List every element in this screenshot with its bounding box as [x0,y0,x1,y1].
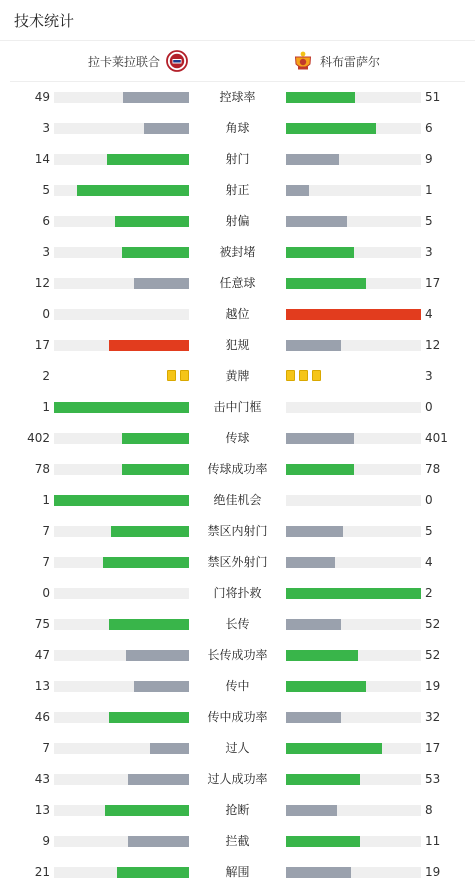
home-stat-bar [54,464,189,475]
away-stat-value: 53 [425,772,441,786]
home-stat-value: 402 [27,431,50,445]
away-stat-bar-fill [286,867,351,878]
home-stat-value: 6 [42,214,50,228]
home-stat-bar [54,247,189,258]
home-stat-value: 9 [42,834,50,848]
away-stat-value: 78 [425,462,441,476]
stat-row [0,640,475,671]
away-stat-value: 3 [425,369,433,383]
home-stat-value: 0 [42,586,50,600]
stat-label: 禁区外射门 [207,555,268,569]
stat-row [0,826,475,857]
away-stat-bar [286,619,421,630]
home-stat-bar-fill [109,712,189,723]
stat-row [0,423,475,454]
away-stat-bar [286,743,421,754]
away-team-name: 科布雷萨尔 [320,54,381,69]
stat-label: 长传成功率 [207,648,268,662]
away-stat-bar-fill [286,309,421,320]
away-stat-bar [286,526,421,537]
away-stat-bar-fill [286,650,358,661]
stat-row [0,733,475,764]
away-stat-bar-fill [286,774,360,785]
away-stat-bar-fill [286,526,343,537]
stat-row [0,857,475,888]
stat-row [0,516,475,547]
home-stat-bar-fill [117,867,189,878]
yellow-card-icon [299,370,308,381]
home-stat-value: 3 [42,245,50,259]
home-stat-bar-fill [150,743,189,754]
stat-row [0,454,475,485]
stat-row [0,795,475,826]
home-team-name: 拉卡莱拉联合 [87,54,160,69]
home-stat-bar [54,278,189,289]
home-stat-bar-fill [126,650,189,661]
home-stat-bar-fill [122,433,190,444]
home-stat-value: 17 [34,338,50,352]
away-stat-bar [286,805,421,816]
home-stat-bar [54,774,189,785]
yellow-card-icon [167,370,176,381]
away-stat-bar [286,154,421,165]
home-stat-value: 12 [34,276,50,290]
away-stat-bar [286,402,421,413]
home-stat-value: 75 [34,617,50,631]
home-stat-bar [54,867,189,878]
away-stat-bar [286,774,421,785]
stat-row [0,702,475,733]
away-stat-value: 401 [425,431,448,445]
away-stat-bar [286,495,421,506]
away-team[interactable] [292,41,380,81]
away-stat-bar-fill [286,278,366,289]
stat-label: 过人成功率 [207,772,268,786]
away-stat-bar-fill [286,433,354,444]
home-stat-bar-fill [128,836,189,847]
away-yellow-cards [286,370,321,381]
stat-row [0,485,475,516]
home-yellow-cards [167,370,189,381]
home-stat-bar-fill [122,464,190,475]
home-stat-value: 3 [42,121,50,135]
away-stat-value: 19 [425,865,441,879]
away-stat-bar-fill [286,185,309,196]
home-stat-value: 46 [34,710,50,724]
home-stat-bar-fill [54,495,189,506]
stat-row [0,299,475,330]
yellow-card-icon [180,370,189,381]
home-stat-bar [54,650,189,661]
away-stat-value: 8 [425,803,433,817]
teams-row [10,41,465,82]
stat-label: 角球 [225,121,250,135]
away-stat-bar-fill [286,619,341,630]
home-stat-value: 78 [34,462,50,476]
home-stat-bar [54,185,189,196]
away-stat-value: 51 [425,90,441,104]
stat-row [0,330,475,361]
home-stat-bar-fill [144,123,189,134]
home-stat-value: 21 [34,865,50,879]
away-stat-bar [286,92,421,103]
away-stat-bar [286,588,421,599]
home-stat-bar [54,495,189,506]
away-stat-bar [286,278,421,289]
away-stat-value: 2 [425,586,433,600]
stat-label: 击中门框 [213,400,262,414]
stat-row [0,237,475,268]
away-team-crest-icon [292,50,314,72]
away-stat-bar [286,681,421,692]
home-stat-value: 2 [42,369,50,383]
home-stat-bar-fill [128,774,189,785]
home-stat-value: 0 [42,307,50,321]
away-stat-value: 17 [425,276,441,290]
stat-label: 门将扑救 [213,586,262,600]
away-stat-value: 19 [425,679,441,693]
stat-row [0,671,475,702]
stat-label: 拦截 [225,834,250,848]
home-stat-bar [54,743,189,754]
stat-row [0,361,475,392]
home-stat-bar [54,526,189,537]
away-stat-value: 0 [425,400,433,414]
away-stat-value: 5 [425,214,433,228]
away-stat-bar-fill [286,557,335,568]
home-stat-bar-fill [111,526,189,537]
stat-row [0,268,475,299]
home-stat-bar-fill [115,216,189,227]
home-stat-value: 5 [42,183,50,197]
away-stat-value: 6 [425,121,433,135]
home-stat-bar-fill [123,92,189,103]
home-stat-bar [54,340,189,351]
stat-label: 传中 [225,679,250,693]
away-stat-bar [286,836,421,847]
stat-row [0,578,475,609]
home-stat-bar [54,805,189,816]
stat-row [0,82,475,113]
away-stat-bar [286,185,421,196]
away-stat-bar-fill [286,712,341,723]
stat-label: 射正 [225,183,250,197]
home-team-crest-icon [166,50,188,72]
home-stat-value: 43 [34,772,50,786]
stat-label: 射偏 [225,214,250,228]
away-stat-bar-fill [286,154,339,165]
stat-label: 解围 [225,865,250,879]
home-stat-bar [54,681,189,692]
away-stat-bar-fill [286,836,360,847]
stat-label: 任意球 [219,276,256,290]
away-stat-value: 1 [425,183,433,197]
home-stat-bar [54,557,189,568]
home-team[interactable] [88,41,188,81]
home-stat-bar-fill [103,557,189,568]
home-stat-bar [54,92,189,103]
home-stat-bar [54,836,189,847]
stat-row [0,144,475,175]
stat-row [0,206,475,237]
stat-label: 黄牌 [225,369,250,383]
stat-row [0,547,475,578]
home-stat-bar [54,588,189,599]
home-stat-bar-fill [54,402,189,413]
stat-label: 长传 [225,617,250,631]
away-stat-bar-fill [286,247,354,258]
home-stat-value: 7 [42,555,50,569]
stat-label: 传球成功率 [207,462,268,476]
home-stat-value: 47 [34,648,50,662]
stat-label: 传中成功率 [207,710,268,724]
away-stat-bar [286,557,421,568]
away-stat-bar-fill [286,92,355,103]
home-stat-bar [54,154,189,165]
away-stat-bar [286,216,421,227]
stat-label: 过人 [225,741,250,755]
home-stat-value: 7 [42,524,50,538]
home-stat-bar [54,712,189,723]
away-stat-bar [286,464,421,475]
away-stat-value: 4 [425,555,433,569]
home-stat-bar-fill [77,185,189,196]
away-stat-bar [286,247,421,258]
home-stat-value: 49 [34,90,50,104]
away-stat-value: 0 [425,493,433,507]
away-stat-bar-fill [286,340,341,351]
away-stat-value: 3 [425,245,433,259]
home-stat-bar-fill [105,805,189,816]
away-stat-value: 17 [425,741,441,755]
away-stat-value: 9 [425,152,433,166]
away-stat-bar [286,309,421,320]
yellow-card-icon [286,370,295,381]
away-stat-value: 52 [425,617,441,631]
away-stat-value: 32 [425,710,441,724]
home-stat-value: 13 [34,803,50,817]
home-stat-value: 1 [42,493,50,507]
home-stat-value: 1 [42,400,50,414]
home-stat-bar-fill [134,681,189,692]
home-stat-bar [54,402,189,413]
home-stat-bar [54,309,189,320]
away-stat-bar-fill [286,743,382,754]
away-stat-value: 52 [425,648,441,662]
away-stat-value: 12 [425,338,441,352]
home-stat-bar-fill [109,619,189,630]
stat-row [0,175,475,206]
stat-row [0,609,475,640]
stat-label: 传球 [225,431,250,445]
stat-label: 被封堵 [219,245,256,259]
page-title: 技术统计 [14,11,75,30]
stat-row [0,764,475,795]
home-stat-value: 13 [34,679,50,693]
yellow-card-icon [312,370,321,381]
stat-label: 抢断 [225,803,250,817]
away-stat-bar-fill [286,123,376,134]
home-stat-bar [54,433,189,444]
home-stat-bar-fill [109,340,189,351]
home-stat-bar [54,619,189,630]
away-stat-value: 11 [425,834,441,848]
stat-row [0,392,475,423]
away-stat-bar [286,867,421,878]
home-stat-bar-fill [134,278,189,289]
stats-list [0,82,475,888]
stat-row [0,113,475,144]
away-stat-bar [286,340,421,351]
away-stat-bar-fill [286,681,366,692]
stats-header [0,0,475,41]
home-stat-bar [54,123,189,134]
away-stat-bar-fill [286,216,347,227]
away-stat-bar [286,712,421,723]
home-stat-value: 14 [34,152,50,166]
stat-label: 禁区内射门 [207,524,268,538]
stat-label: 越位 [225,307,250,321]
away-stat-bar-fill [286,464,354,475]
home-stat-value: 7 [42,741,50,755]
home-stat-bar-fill [122,247,190,258]
home-stat-bar-fill [107,154,189,165]
stat-label: 犯规 [225,338,250,352]
away-stat-bar-fill [286,588,421,599]
stat-label: 射门 [225,152,250,166]
away-stat-bar [286,650,421,661]
stat-label: 控球率 [219,90,256,104]
away-stat-bar-fill [286,805,337,816]
away-stat-value: 4 [425,307,433,321]
home-stat-bar [54,216,189,227]
stat-label: 绝佳机会 [213,493,262,507]
away-stat-value: 5 [425,524,433,538]
away-stat-bar [286,433,421,444]
away-stat-bar [286,123,421,134]
